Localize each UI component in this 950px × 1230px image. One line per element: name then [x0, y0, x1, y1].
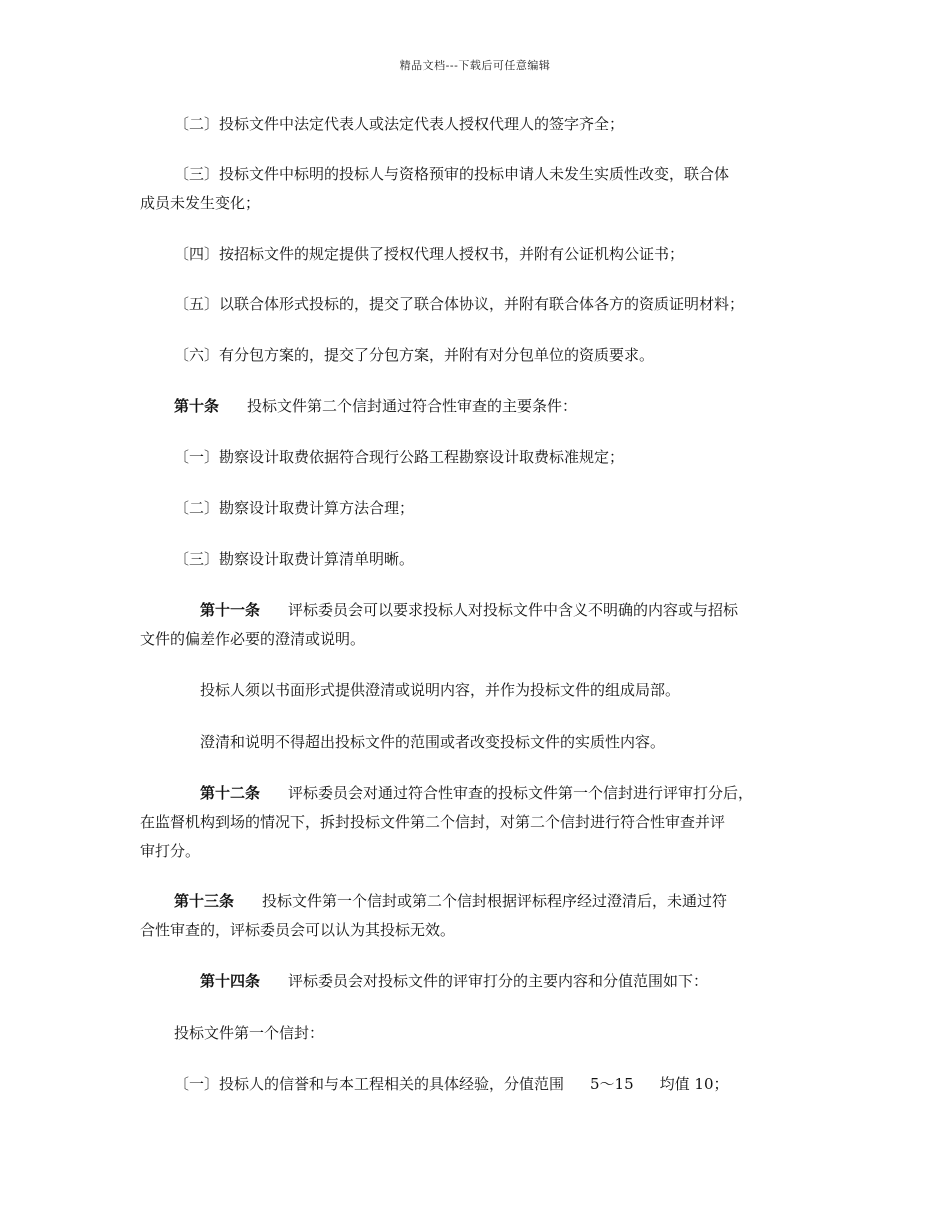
paragraph-item-2: 〔二〕投标文件中法定代表人或法定代表人授权代理人的签字齐全； — [174, 115, 625, 133]
article-12-title: 第十二条 — [200, 784, 261, 802]
article-14 — [200, 971, 708, 991]
paragraph-item-5: 〔五〕以联合体形式投标的，提交了联合体协议，并附有联合体各方的资质证明材料； — [174, 295, 745, 313]
article-10-text: 投标文件第二个信封通过符合性审查的主要条件： — [247, 397, 578, 415]
article-10-title: 第十条 — [174, 397, 220, 415]
article-13-line-2: 合性审查的，评标委员会可以认为其投标无效。 — [140, 921, 456, 939]
article-11-title: 第十一条 — [200, 601, 261, 619]
article-11-text: 评标委员会可以要求投标人对投标文件中含义不明确的内容或与招标 — [288, 601, 739, 619]
scoring-item-1 — [174, 1074, 729, 1094]
scoring-item-1-range: 5～15 — [590, 1075, 634, 1093]
article-12-line-2: 在监督机构到场的情况下，拆封投标文件第二个信封，对第二个信封进行符合性审查并评 — [140, 813, 726, 831]
scoring-item-1-average: 均值 10； — [659, 1075, 729, 1093]
paragraph-item-6: 〔六〕有分包方案的，提交了分包方案，并附有对分包单位的资质要求。 — [174, 346, 655, 364]
article-11-line-2: 文件的偏差作必要的澄清或说明。 — [140, 630, 366, 648]
article-13-line-1 — [174, 891, 727, 911]
first-envelope-heading: 投标文件第一个信封： — [174, 1024, 325, 1042]
scoring-item-1-text: 〔一〕投标人的信誉和与本工程相关的具体经验，分值范围 — [174, 1075, 565, 1093]
page-header: 精品文档---下载后可任意编辑 — [399, 59, 551, 72]
condition-item-1: 〔一〕勘察设计取费依据符合现行公路工程勘察设计取费标准规定； — [174, 448, 625, 466]
article-13-text: 投标文件第一个信封或第二个信封根据评标程序经过澄清后，未通过符 — [262, 892, 728, 910]
article-14-text: 评标委员会对投标文件的评审打分的主要内容和分值范围如下： — [288, 972, 709, 990]
clarification-paragraph-1: 投标人须以书面形式提供澄清或说明内容，并作为投标文件的组成局部。 — [200, 681, 681, 699]
article-11-line-1 — [200, 600, 738, 620]
paragraph-item-3-line-2: 成员未发生变化； — [140, 194, 261, 212]
paragraph-item-3-line-1: 〔三〕投标文件中标明的投标人与资格预审的投标申请人未发生实质性改变，联合体 — [174, 165, 730, 183]
clarification-paragraph-2: 澄清和说明不得超出投标文件的范围或者改变投标文件的实质性内容。 — [200, 733, 666, 751]
condition-item-2: 〔二〕勘察设计取费计算方法合理； — [174, 499, 415, 517]
paragraph-item-4: 〔四〕按招标文件的规定提供了授权代理人授权书，并附有公证机构公证书； — [174, 245, 685, 263]
article-13-title: 第十三条 — [174, 892, 235, 910]
article-12-line-3: 审打分。 — [140, 842, 201, 860]
condition-item-3: 〔三〕勘察设计取费计算清单明晰。 — [174, 550, 415, 568]
article-12-line-1 — [200, 783, 753, 803]
article-10 — [174, 396, 577, 416]
article-14-title: 第十四条 — [200, 972, 261, 990]
article-12-text: 评标委员会对通过符合性审查的投标文件第一个信封进行评审打分后， — [288, 784, 754, 802]
